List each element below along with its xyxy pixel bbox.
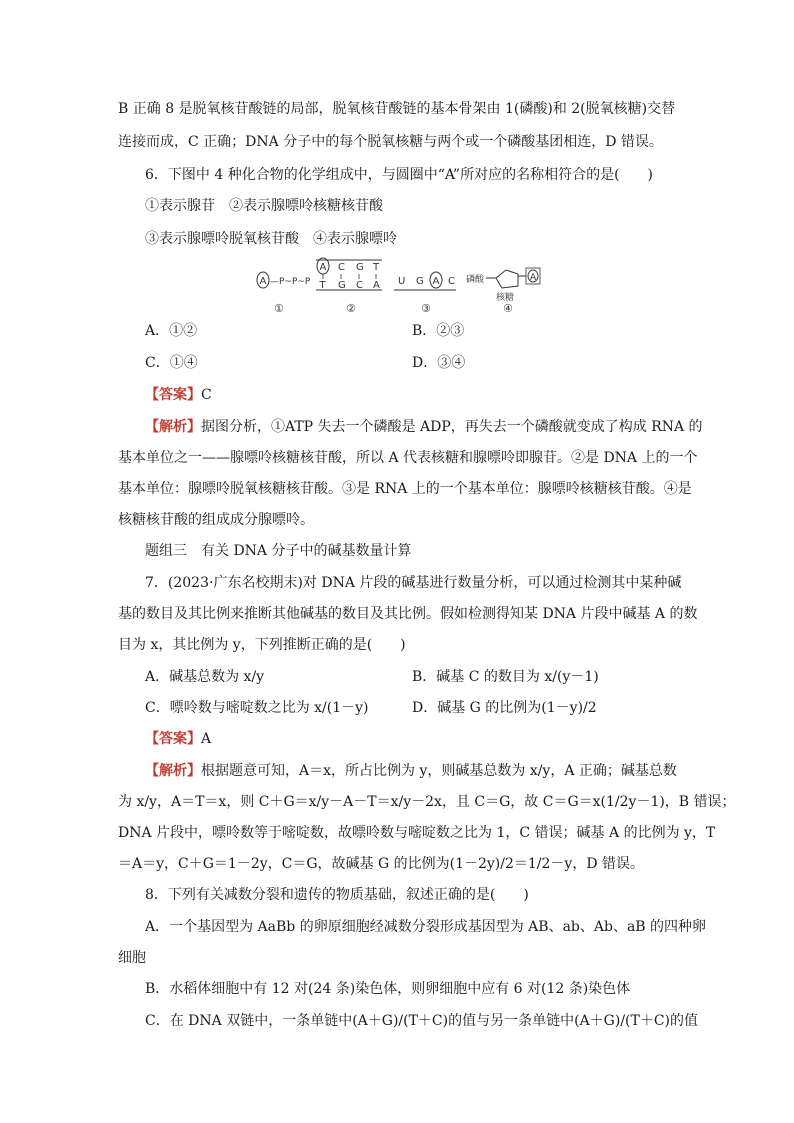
diagram-3-number: ③ xyxy=(421,302,431,315)
question-7-option-a: A．碱基总数为 x/y xyxy=(145,669,265,685)
question-6-option-b: B．②③ xyxy=(412,323,465,339)
question-8-option-a-cont: 细胞 xyxy=(118,950,146,966)
diagram-3-base: C xyxy=(448,276,455,287)
question-7: 7．(2023·广东名校期末)对 DNA 片段的碱基进行数量分析，可以通过检测其中某种碱 xyxy=(145,575,682,591)
question-6-option-a: A．①② xyxy=(145,323,198,339)
question-7-option-d: D．碱基 G 的比例为(1－y)/2 xyxy=(412,700,597,716)
analysis-7-line: DNA 片段中，嘌呤数等于嘧啶数，故嘌呤数与嘧啶数之比为 1，C 错误；碱基 A 的比例为 y，T xyxy=(118,825,716,841)
diagram-1-number: ① xyxy=(274,302,284,315)
question-7: 基的数目及其比例来推断其他碱基的数目及其比例。假如检测得知某 DNA 片段中碱基 A 的数 xyxy=(118,606,698,622)
diagram-4-A: A xyxy=(530,273,537,283)
analysis-6-line: 基本单位之一——腺嘌呤核糖核苷酸，所以 A 代表核糖和腺嘌呤即腺苷。②是 DNA 上的一个 xyxy=(118,450,698,466)
question-6-option-c: C．①④ xyxy=(145,355,198,371)
answer-value: A xyxy=(201,731,212,747)
analysis-label: 【解析】 xyxy=(145,419,201,435)
analysis-text: 据图分析，①ATP 失去一个磷酸是 ADP，再失去一个磷酸就变成了构成 RNA 的 xyxy=(201,419,703,435)
question-7-option-c: C．嘌呤数与嘧啶数之比为 x/(1－y) xyxy=(145,700,369,716)
answer-value: C xyxy=(201,387,212,403)
diagram-2-base-bottom: A xyxy=(373,280,380,291)
question-7: 目为 x，其比例为 y，下列推断正确的是( ) xyxy=(118,637,406,653)
question-6-statements-1: ①表示腺苷 ②表示腺嘌呤核糖核苷酸 xyxy=(145,198,383,214)
question-6-option-d: D．③④ xyxy=(412,355,466,371)
analysis-6-line: 基本单位：腺嘌呤脱氧核糖核苷酸。③是 RNA 上的一个基本单位：腺嘌呤核糖核苷酸。④是 xyxy=(118,481,692,497)
diagram-4-sugar: 核糖 xyxy=(496,293,515,303)
diagram-2-base-bottom: C xyxy=(356,280,363,291)
diagram-4-phosphate: 磷酸 xyxy=(466,275,485,285)
diagram-1-chain: —P~P~P xyxy=(270,277,311,287)
diagram-2-base-top: A xyxy=(319,262,327,273)
diagram-2-number: ② xyxy=(346,302,356,315)
analysis-6-line: 核糖核苷酸的组成成分腺嘌呤。 xyxy=(118,512,314,528)
diagram-2-base-bottom: G xyxy=(338,280,346,291)
question-8: 8．下列有关减数分裂和遗传的物质基础，叙述正确的是( ) xyxy=(145,887,529,903)
diagram-1-A: A xyxy=(259,276,267,287)
answer-7 xyxy=(145,729,211,749)
compound-diagram xyxy=(250,228,550,320)
analysis-6-line xyxy=(145,417,703,437)
diagram-2-base-bottom: T xyxy=(319,280,326,291)
analysis-7-line: 为 x/y，A＝T＝x，则 C＋G＝x/y－A－T＝x/y－2x，且 C＝G，故 C＝G＝x(1/2y－1)，B 错误； xyxy=(118,794,736,810)
diagram-2-base-top: G xyxy=(356,262,364,273)
diagram-4 xyxy=(466,268,540,315)
question-6-statements-2: ③表示腺嘌呤脱氧核苷酸 ④表示腺嘌呤 xyxy=(145,231,397,247)
answer-label: 【答案】 xyxy=(145,387,201,403)
diagram-2-base-top: T xyxy=(373,262,380,273)
question-8-option-a: A．一个基因型为 AaBb 的卵原细胞经减数分裂形成基因型为 AB、ab、Ab、aB 的四种卵 xyxy=(145,919,707,935)
question-6: 6．下图中 4 种化合物的化学组成中，与圆圈中“A”所对应的名称相符合的是( ) xyxy=(145,167,654,183)
diagram-3-base: G xyxy=(416,276,424,287)
diagram-2-base-top: C xyxy=(338,262,345,273)
analysis-label: 【解析】 xyxy=(145,763,201,779)
diagram-3-base: A xyxy=(432,276,440,287)
analysis-text: 根据题意可知，A＝x，所占比例为 y，则碱基总数为 x/y，A 正确；碱基总数 xyxy=(201,763,677,779)
question-8-option-b: B．水稻体细胞中有 12 对(24 条)染色体，则卵细胞中应有 6 对(12 条)染色体 xyxy=(145,981,631,997)
analysis-7-line: ＝A＝y，C＋G＝1－2y，C＝G，故碱基 G 的比例为(1－2y)/2＝1/2－y，D 错误。 xyxy=(118,856,645,872)
question-8-option-c: C．在 DNA 双链中，一条单链中(A＋G)/(T＋C)的值与另一条单链中(A＋G)/(T＋C)的值 xyxy=(145,1013,699,1029)
diagram-4-number: ④ xyxy=(503,302,513,315)
diagram-3-base: U xyxy=(398,276,406,287)
diagram-3 xyxy=(394,272,456,315)
text-line: B 正确 8 是脱氧核苷酸链的局部，脱氧核苷酸链的基本骨架由 1(磷酸)和 2(脱氧核糖)交替 xyxy=(118,101,676,117)
text-line: 连接而成，C 正确；DNA 分子中的每个脱氧核糖与两个或一个磷酸基团相连，D 错误。 xyxy=(118,134,663,150)
question-7-option-b: B．碱基 C 的数目为 x/(y－1) xyxy=(412,669,599,685)
answer-label: 【答案】 xyxy=(145,731,201,747)
group-3-heading: 题组三 有关 DNA 分子中的碱基数量计算 xyxy=(145,543,412,559)
diagram-1 xyxy=(257,272,311,315)
diagram-2 xyxy=(316,258,382,315)
analysis-7-line xyxy=(145,761,677,781)
answer-6 xyxy=(145,385,212,405)
